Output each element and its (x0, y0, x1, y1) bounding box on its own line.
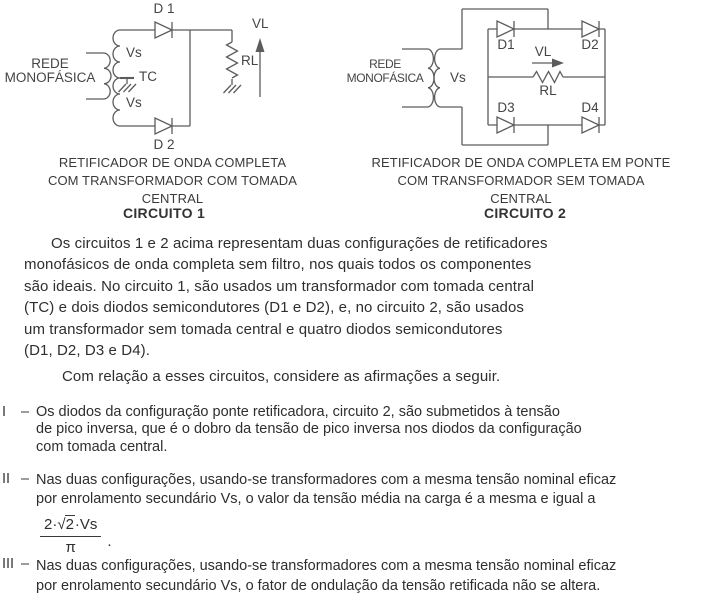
statement-2-dash: – (21, 471, 30, 487)
c1-resistor-rl (224, 42, 242, 93)
c1-label-vs-top: Vs (126, 45, 142, 60)
fraction-numerator: 2·√2·Vs (40, 515, 101, 537)
statement-2-formula (40, 515, 616, 557)
statement-3-dash: – (21, 556, 30, 572)
c1-transformer-secondary (113, 30, 120, 126)
paragraph-line: são ideais. No circuito 1, são usados um transformador com tomada central (24, 277, 535, 295)
c2-transformer-secondary (434, 49, 440, 107)
circuit1-caption-line2: COM TRANSFORMADOR COM TOMADA CENTRAL (47, 173, 298, 206)
fraction (40, 515, 101, 557)
statement-3 (2, 556, 616, 597)
statement-1 (2, 404, 582, 456)
statement-2-numeral: II (2, 471, 11, 487)
statement-2-line: por enrolamento secundário Vs, o valor da tensão média na carga é a mesma e igual a (36, 491, 596, 507)
c2-diode-d3 (497, 117, 514, 133)
circuit1-caption (20, 154, 325, 208)
paragraph-line: Os circuitos 1 e 2 acima representam duas configurações de retificadores (51, 235, 548, 252)
paragraph-line: (TC) e dois diodos semicondutores (D1 e D2), e, no circuito 2, são usados (24, 299, 525, 317)
radical-sign: √ (57, 516, 66, 533)
statement-2-line: Nas duas configurações, usando-se transformadores com a mesma tensão nominal eficaz (36, 472, 617, 488)
c1-label-rl: RL (241, 53, 259, 68)
circuit2-diagram (346, 0, 712, 152)
radicand: 2 (65, 516, 74, 533)
formula-period: . (107, 532, 112, 550)
c2-resistor-rl (533, 72, 563, 83)
c2-vl-arrow (532, 59, 564, 68)
statement-1-line: Os diodos da configuração ponte retificadora, circuito 2, são submetidos à tensão (36, 404, 560, 420)
c1-label-tc: TC (139, 69, 157, 84)
c2-label-d3: D3 (497, 100, 515, 115)
c1-label-d2: D 2 (153, 137, 175, 152)
c2-diode-d4 (582, 117, 599, 133)
c2-label-d1: D1 (497, 37, 515, 52)
c1-diode-d2 (155, 118, 172, 134)
statement-2 (2, 471, 616, 557)
c2-diode-d2 (582, 21, 599, 37)
statement-1-dash: – (21, 404, 30, 420)
circuit2-caption-line1: RETIFICADOR DE ONDA COMPLETA EM PONTE (371, 155, 671, 170)
c2-label-rl: RL (539, 83, 557, 98)
circuit2-caption-line2: COM TRANSFORMADOR SEM TOMADA CENTRAL (397, 173, 645, 206)
c2-label-d4: D4 (581, 100, 599, 115)
statement-1-line: de pico inversa, que é o dobro da tensão de pico inversa nos diodos da configuração (36, 421, 582, 438)
paragraph-line: um transformador sem tomada central e quatro diodos semicondutores (24, 320, 503, 338)
c2-label-vl: VL (534, 44, 552, 59)
c2-label-monofasica: MONOFÁSICA (346, 71, 424, 85)
paragraph-line: (D1, D2, D3 e D4). (24, 342, 151, 360)
c1-label-d1: D 1 (153, 1, 175, 16)
c1-label-monofasica: MONOFÁSICA (4, 70, 96, 85)
circuit1-title: CIRCUITO 1 (122, 205, 206, 221)
statement-3-numeral: III (2, 556, 15, 572)
paragraph-followup: Com relação a esses circuitos, considere as afirmações a seguir. (62, 368, 501, 386)
paragraph-line: monofásicos de onda completa sem filtro, nos quais todos os componentes (24, 256, 532, 274)
c2-label-rede: REDE (369, 57, 401, 71)
c1-diode-d1 (155, 22, 172, 38)
circuit2-caption (371, 154, 671, 208)
statement-1-numeral: I (2, 404, 7, 420)
c1-label-rede: REDE (31, 56, 69, 71)
intro-paragraph (24, 233, 630, 388)
fraction-denominator: π (65, 539, 76, 556)
statement-3-line: Nas duas configurações, usando-se transformadores com a mesma tensão nominal eficaz (36, 558, 617, 574)
statement-1-line: com tomada central. (36, 438, 168, 455)
circuit1-diagram (0, 0, 300, 152)
circuit1-caption-line1: RETIFICADOR DE ONDA COMPLETA (58, 155, 287, 170)
c2-diode-d1 (497, 21, 514, 37)
c2-label-vs: Vs (450, 70, 466, 85)
c1-label-vs-bottom: Vs (126, 95, 142, 110)
c1-center-tap-ground (119, 78, 137, 92)
c2-label-d2: D2 (581, 37, 599, 52)
statement-3-line: por enrolamento secundário Vs, o fator de ondulação da tensão retificada não se altera. (36, 578, 601, 595)
circuit2-title: CIRCUITO 2 (483, 205, 567, 221)
c1-label-vl: VL (252, 16, 269, 31)
